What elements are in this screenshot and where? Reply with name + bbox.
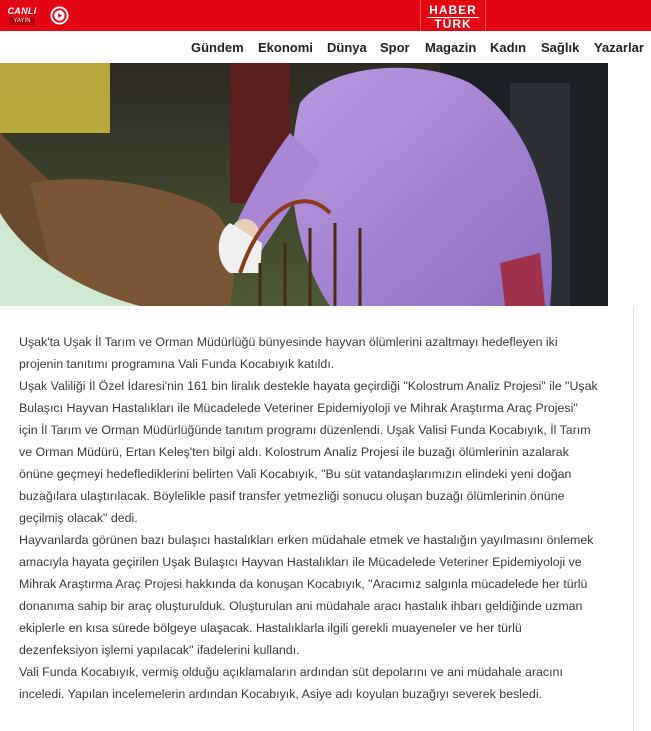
nav-item-spor[interactable]: Spor: [380, 40, 410, 55]
circle-play-icon[interactable]: [50, 6, 69, 25]
haberturk-logo[interactable]: [420, 0, 486, 31]
live-label: CANLI: [7, 6, 37, 16]
main-nav: [0, 31, 651, 63]
side-divider: [633, 306, 634, 731]
article-paragraph-3: Hayvanlarda görünen bazı bulaşıcı hastalıkları erken müdahale etmek ve hastalığın yayılmasını önlemek amacıyla hayata geçirilen Uşak Bulaşıcı Hayvan Hastalıkları ile Mücadelede Veteriner Epidemiyoloji ve Mihrak Araştırma Araç Projesi hakkında da konuşan Kocabıyık, "Aracımız salgınla mücadelede her türlü donanıma sahip bir araç oluşturulduk. Oluşturulan ani müdahale aracı hastalık ihbarı geldiğinde uzman ekiplerle en kısa sürede bölgeye ulaşacak. Hastalıklarla ilgili gerekli muayeneler ve her türlü dezenfeksiyon işlemi yapılacak" ifadelerini kullandı.: [19, 533, 594, 657]
logo-line-1: HABER: [427, 4, 479, 18]
top-bar: [0, 0, 651, 31]
article-photo: [0, 63, 608, 306]
logo-line-2: TÜRK: [434, 17, 472, 31]
photo-illustration: [0, 63, 608, 306]
live-broadcast-button[interactable]: [5, 4, 39, 26]
article-paragraph-2: Uşak Valiliği İl Özel İdaresi'nin 161 bin liralık destekle hayata geçirdiği "Kolostrum Analiz Projesi" ile "Uşak Bulaşıcı Hayvan Hastalıkları ile Mücadelede Veteriner Epidemiyoloji ve Mihrak Araştırma Araç Projesi" için İl Tarım ve Orman Müdürlüğünde tanıtım programı düzenlendi. Uşak Valisi Funda Kocabıyık, İl Tarım ve Orman Müdürü, Ertan Keleş'ten bilgi aldı. Kolostrum Analiz Projesi ile buzağı ölümlerinin azalarak önüne geçmeyi hedeflediklerini belirten Vali Kocabıyık, "Bu süt vatandaşlarımızın elindeki yeni doğan buzağılara ulaştırılacak. Böylelikle pasif transfer yetmezliği sonucu oluşan buzağı ölümlerinin önüne geçilmiş olacak" dedi.: [19, 379, 598, 525]
article-paragraph-1: Uşak'ta Uşak İl Tarım ve Orman Müdürlüğü bünyesinde hayvan ölümlerini azaltmayı hedefleyen iki projenin tanıtımı programına Vali Funda Kocabıyık katıldı.: [19, 335, 558, 371]
nav-item-dunya[interactable]: Dünya: [327, 40, 367, 55]
nav-item-magazin[interactable]: Magazin: [425, 40, 477, 55]
live-sub-label: YAYIN: [9, 17, 35, 25]
article-paragraph-4: Vali Funda Kocabıyık, vermiş olduğu açıklamaların ardından süt depolarını ve ani müdahale aracını inceledi. Yapılan incelemelerin ardından Kocabıyık, Asiye adı koyulan buzağıyı severek besledi.: [19, 665, 563, 701]
nav-item-yazarlar[interactable]: Yazarlar: [594, 40, 644, 55]
article-body: [19, 331, 599, 705]
nav-item-saglik[interactable]: Sağlık: [541, 40, 580, 55]
nav-item-ekonomi[interactable]: Ekonomi: [258, 40, 313, 55]
nav-item-gundem[interactable]: Gündem: [191, 40, 244, 55]
nav-item-kadin[interactable]: Kadın: [490, 40, 527, 55]
